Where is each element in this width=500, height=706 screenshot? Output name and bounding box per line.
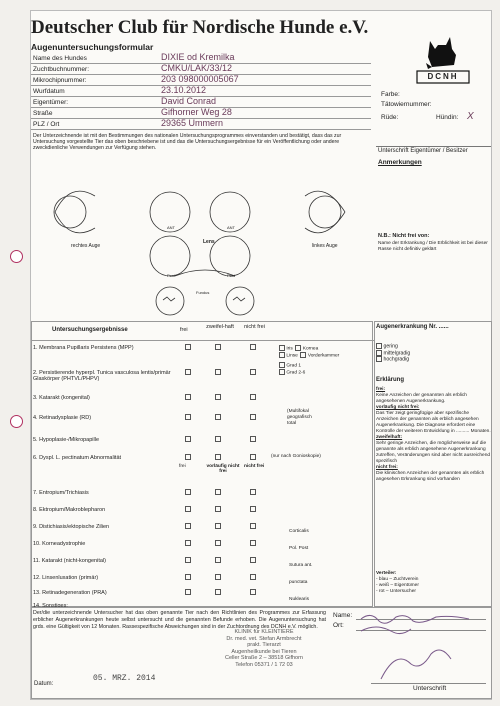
distribution-title: Verteiler:: [376, 571, 397, 576]
female-check-mark: X: [467, 111, 474, 122]
option-label: Kornea: [302, 346, 319, 352]
checkbox-free[interactable]: [185, 344, 191, 350]
checkbox-not-free[interactable]: [250, 574, 256, 580]
punch-hole: [10, 415, 23, 428]
table-row: [33, 411, 373, 429]
checkbox-not-free[interactable]: [250, 506, 256, 512]
checkbox-not-free[interactable]: [250, 414, 256, 420]
date-label: Datum:: [34, 681, 54, 687]
punch-hole: [10, 250, 23, 263]
tattoo-label: Tätowiernummer:: [381, 101, 432, 108]
checkbox-doubtful[interactable]: [215, 589, 221, 595]
nb-title: N.B.: Nicht frei von:: [378, 233, 430, 239]
row-label: 4. Retinadysplasie (RD): [33, 415, 92, 421]
checkbox-kornea[interactable]: [295, 345, 301, 351]
post-label-right: Post: [167, 273, 176, 278]
checkbox-doubtful[interactable]: [215, 506, 221, 512]
distribution-list: [376, 571, 492, 595]
checkbox-free[interactable]: [185, 394, 191, 400]
checkbox-doubtful[interactable]: [215, 436, 221, 442]
checkbox-free[interactable]: [185, 589, 191, 595]
checkbox-doubtful[interactable]: [215, 557, 221, 563]
explanation-paragraph: Das Tier zeigt geringfügige aber spezifische Anzeichen der genannten als erblich angesehen Augenerkrankung. Die Diagnose erfordert eine Kontrolle der weiteren Entwicklung in .......... Monaten.: [376, 411, 491, 434]
checkbox-not-free[interactable]: [250, 344, 256, 350]
table-header: Untersuchungsergebnisse: [52, 327, 128, 333]
field-value: DIXIE od Kremilka: [161, 52, 235, 62]
option-label: Vorderkammer: [307, 353, 340, 359]
consent-text: Der Unterzeichnende ist mit den Bestimmungen des nationalen Untersuchungsprogrammes einverstanden und bestätigt, dass das zur Untersuchung vorgestellte Tier das oben beschriebene ist und das die Untersuchungsergebnisse für ein Veröffentlichung oder andere zweckdienliche Verwendungen zur Verfügung stehen.: [33, 133, 342, 152]
table-row: [33, 433, 373, 451]
option-label: Linse: [286, 353, 298, 359]
field-value: David Conrad: [161, 96, 217, 106]
rd-options: [287, 409, 312, 427]
table-row: [33, 520, 373, 538]
dcnh-logo: [416, 25, 470, 85]
fundus-label: Fundus: [196, 290, 210, 295]
col-not-free: nicht frei: [244, 324, 265, 330]
field-value: 23.10.2012: [161, 85, 207, 95]
row-label: 8. Ektropium/Makroblepharon: [33, 507, 106, 513]
checkbox-not-free[interactable]: [250, 540, 256, 546]
ant-label-left: ANT: [227, 225, 235, 230]
explanation-heading: frei:: [376, 387, 386, 392]
club-title: Deutscher Club für Nordische Hunde e.V.: [31, 17, 369, 38]
left-eye-label: linkes Auge: [312, 243, 338, 249]
gonio-note: (nur nach Gonioskopie): [271, 454, 321, 459]
field-label: PLZ / Ort: [33, 121, 60, 128]
examiner-place-label: Ort:: [333, 622, 344, 629]
explanation-paragraph: Sehr geringe Anzeichen, die möglicherweise auf die genannte als erblich angesehene Augenerkrankung zutreffen, Veränderungen sind aber nicht ausreichend spezifisch: [376, 441, 491, 464]
stamp-line: KLINIK für KLEINTIERE: [234, 629, 294, 635]
option-label: Grad 2-6: [286, 370, 306, 376]
row-label: 13. Retinadegeneration (PRA): [33, 590, 107, 596]
option-label: hochgradig: [383, 356, 410, 363]
checkbox-not-free[interactable]: [250, 394, 256, 400]
option-label: Sutura ant.: [289, 563, 313, 568]
field-label: Zuchtbuchnummer:: [33, 66, 89, 73]
gonio-head-not-free: nicht frei: [244, 464, 265, 469]
mpp-options: [279, 345, 339, 376]
field-city: [31, 120, 371, 130]
explanation-paragraph: Keine Anzeichen der genannten als erblich angesehenen Augenerkrankung.: [376, 393, 467, 404]
row-label: 11. Katarakt (nicht-kongenital): [33, 558, 106, 564]
checkbox-doubtful[interactable]: [215, 454, 221, 460]
field-label: Wurfdatum: [33, 88, 65, 95]
checkbox-free[interactable]: [185, 523, 191, 529]
option-label: Iris: [286, 346, 293, 352]
field-label: Mikrochipnummer:: [33, 77, 87, 84]
row-label: 6. Dyspl. L. pectinatum Abnormalität: [33, 455, 122, 461]
field-value: Gifhorner Weg 28: [161, 107, 232, 117]
examiner-statement: Der/die unterzeichnende Untersucher hat das oben genannte Tier nach den Richtlinien des Programmes zur Erfassung erblicher Augenerkrankungen heute selbst untersucht und die genannten Befunde erhoben. Die Augenuntersuchung hat grds. eine Gültigkeit von 12 Monaten. Rassespezifische Abweichungen sind in der Zuchtordnung des DCNH e.V. möglich.: [33, 610, 326, 630]
distribution-item: - blau – Zuchtverein: [376, 577, 419, 582]
examiner-name-label: Name:: [333, 612, 353, 619]
distribution-item: - weiß – Eigentümer: [376, 583, 419, 588]
nb-text: Name der Erkrankung / Die Erblichkeit ist bei dieser Rasse nicht definitiv geklärt: [378, 241, 488, 253]
explanation-heading: vorläufig nicht frei:: [376, 405, 420, 410]
checkbox-doubtful[interactable]: [215, 523, 221, 529]
col-free: frei: [180, 327, 188, 333]
stamp-line: Augenheilkunde bei Tieren: [231, 648, 297, 655]
option-label: gering: [383, 343, 398, 350]
post-label-left: Post: [227, 273, 236, 278]
severity-options: [376, 343, 492, 363]
date-stamp: 05. MRZ. 2014: [93, 674, 156, 683]
explanation-text: [376, 387, 492, 483]
checkbox-free[interactable]: [185, 489, 191, 495]
clinic-stamp: [209, 629, 319, 668]
ant-label-right: ANT: [167, 225, 175, 230]
stamp-line: prakt. Tierarzt: [247, 642, 281, 648]
option-label: Nuklearis: [289, 597, 309, 602]
checkbox-vorderkammer[interactable]: [300, 352, 306, 358]
option-label: mittelgradig: [383, 350, 411, 357]
logo-text: DCNH: [427, 72, 459, 81]
option-label: total: [287, 421, 297, 426]
checkbox-hochgradig[interactable]: [376, 356, 382, 362]
row-label: 9. Distichiasis/ektopische Zilien: [33, 524, 110, 530]
checkbox-not-free[interactable]: [250, 523, 256, 529]
checkbox-doubtful[interactable]: [215, 394, 221, 400]
distribution-item: - rot – Untersucher: [376, 589, 416, 594]
table-row: [33, 486, 373, 504]
checkbox-free[interactable]: [185, 557, 191, 563]
field-value: CMKU/LAK/33/12: [161, 63, 233, 73]
gonio-head-free: frei: [179, 464, 186, 469]
remarks-label: Anmerkungen: [378, 159, 422, 166]
checkbox-iris[interactable]: [279, 345, 285, 351]
female-label: Hündin:: [436, 114, 459, 121]
table-row: [33, 503, 373, 521]
explanation-heading: nicht frei:: [376, 465, 398, 470]
checkbox-doubtful[interactable]: [215, 369, 221, 375]
row-label: 14. Sonstiges:: [33, 603, 68, 609]
explanation-paragraph: Die klinischen Anzeichen der genannten als erblich angesehen Erkrankung sind vorhanden: [376, 471, 485, 482]
table-row: [33, 537, 373, 555]
checkbox-free[interactable]: [185, 540, 191, 546]
checkbox-doubtful[interactable]: [215, 414, 221, 420]
eye-exam-form: [30, 10, 492, 700]
checkbox-grad-1[interactable]: [279, 362, 285, 368]
male-label: Rüde:: [381, 114, 399, 121]
checkbox-free[interactable]: [185, 369, 191, 375]
signature-label: Unterschrift: [413, 685, 447, 692]
stamp-line: Telefon 05371 / 1 72 03: [235, 661, 293, 668]
option-label: punctata: [289, 580, 308, 585]
field-label: Eigentümer:: [33, 99, 69, 106]
checkbox-doubtful[interactable]: [215, 489, 221, 495]
option-label: Grad 1: [286, 362, 302, 368]
table-row: [33, 554, 373, 572]
field-label: Name des Hundes: [33, 55, 87, 62]
field-value: 203 098000005067: [161, 74, 239, 84]
cataract-options: [289, 523, 312, 608]
right-eye-label: rechtes Auge: [71, 243, 101, 249]
checkbox-doubtful[interactable]: [215, 344, 221, 350]
gonio-head-provisional: vorläufig nicht frei: [206, 464, 240, 474]
checkbox-not-free[interactable]: [250, 369, 256, 375]
checkbox-not-free[interactable]: [250, 489, 256, 495]
checkbox-doubtful[interactable]: [215, 540, 221, 546]
explanation-heading: zweifelhaft:: [376, 435, 403, 440]
lens-label: Lens: [203, 239, 215, 245]
table-row: [33, 391, 373, 409]
row-label: 3. Katarakt (kongenital): [33, 395, 90, 401]
checkbox-free[interactable]: [185, 506, 191, 512]
checkbox-grad-2-6[interactable]: [279, 369, 285, 375]
checkbox-not-free[interactable]: [250, 454, 256, 460]
checkbox-linse[interactable]: [279, 352, 285, 358]
form-subtitle: Augenuntersuchungsformular: [31, 42, 154, 52]
disease-number-title: Augenerkrankung Nr. ......: [376, 324, 449, 330]
row-label: 1. Membrana Pupillaris Persistens (MPP): [33, 345, 134, 351]
owner-signature-label: Unterschrift Eigentümer / Besitzer: [378, 148, 468, 154]
stamp-line: Dr. med. vet. Stefan Armbrecht: [226, 635, 302, 642]
option-label: geografisch: [287, 415, 312, 420]
col-doubtful: zweifel-haft: [206, 324, 234, 330]
explanation-title: Erklärung: [376, 377, 405, 383]
checkbox-mittelgradig[interactable]: [376, 350, 382, 356]
row-label: 7. Entropium/Trichiasis: [33, 490, 89, 496]
option-label: Corticalis: [289, 529, 309, 534]
checkbox-free[interactable]: [185, 414, 191, 420]
row-label: 12. Linsenluxation (primär): [33, 575, 99, 581]
option-label: Pol. Post: [289, 546, 309, 551]
stamp-line: Celler Straße 2 – 38518 Gifhorn: [225, 655, 303, 661]
checkbox-free[interactable]: [185, 574, 191, 580]
option-label: (Multifokal: [287, 409, 309, 414]
checkbox-not-free[interactable]: [250, 589, 256, 595]
checkbox-free[interactable]: [185, 454, 191, 460]
field-value: 29365 Ummern: [161, 118, 224, 128]
row-label: 10. Korneadystrophie: [33, 541, 86, 547]
row-label: 2. Persistierende hyperpl. Tunica vasculosa lentis/primär Glaskörper (PHTVL/PHPV): [33, 370, 171, 382]
checkbox-free[interactable]: [185, 436, 191, 442]
examiner-signature: [351, 609, 491, 689]
row-label: 5. Hypoplasie-/Mikropapille: [33, 437, 100, 443]
field-label: Straße: [33, 110, 53, 117]
checkbox-not-free[interactable]: [250, 436, 256, 442]
checkbox-gering[interactable]: [376, 343, 382, 349]
checkbox-not-free[interactable]: [250, 557, 256, 563]
color-label: Farbe:: [381, 91, 400, 98]
checkbox-doubtful[interactable]: [215, 574, 221, 580]
